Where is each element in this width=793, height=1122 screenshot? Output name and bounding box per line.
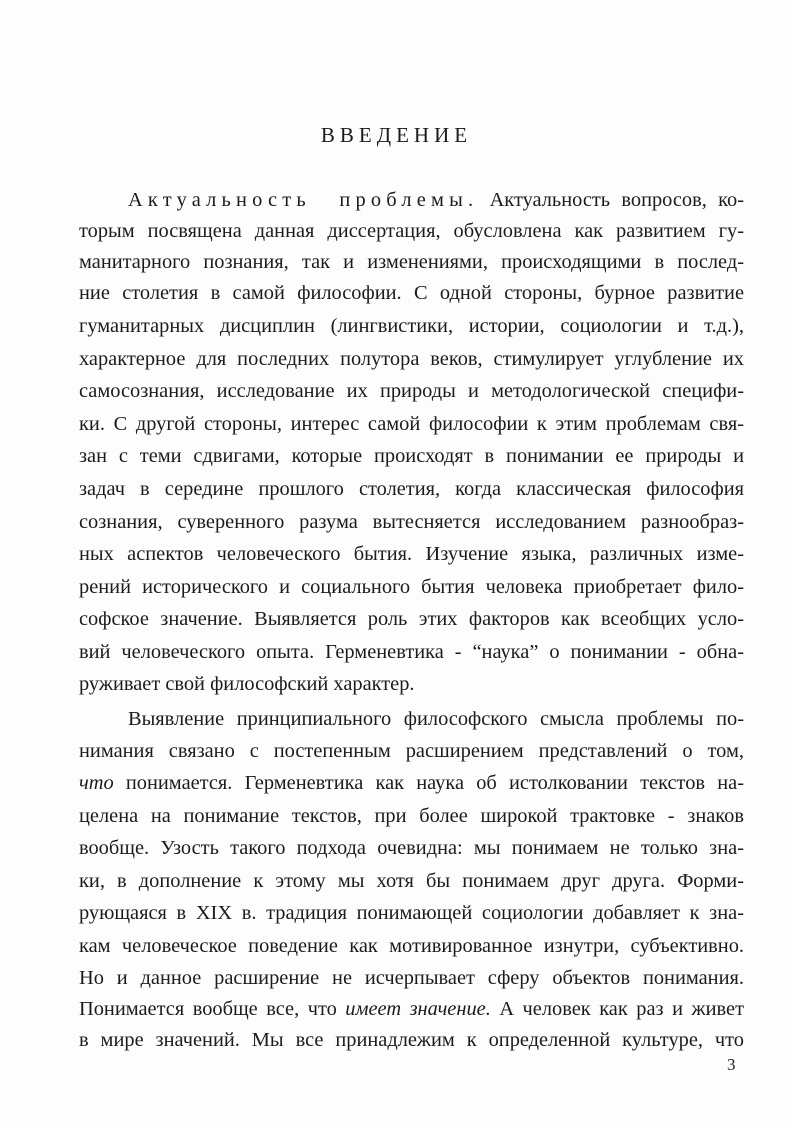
paragraph-1-line-8: ки. С другой стороны, интерес самой философии к этим проблемам свя- bbox=[79, 413, 744, 435]
paragraph-2-line-9: Но и данное расширение не исчерпывает сферу объектов понимания. bbox=[79, 967, 744, 989]
paragraph-1-line-9: зан с теми сдвигами, которые происходят в понимании ее природы и bbox=[79, 445, 744, 467]
paragraph-2-line-3-text: понимается. Герменевтика как наука об истолковании текстов на- bbox=[113, 772, 744, 794]
paragraph-1-line-2: торым посвящена данная диссертация, обусловлена как развитием гу- bbox=[79, 220, 744, 242]
paragraph-2-line-2: нимания связано с постепенным расширением представлений о том, bbox=[79, 740, 744, 762]
paragraph-1-line-11: сознания, суверенного разума вытесняется исследованием разнообраз- bbox=[79, 511, 744, 533]
page-number: 3 bbox=[727, 1055, 736, 1074]
emphasis-text: имеет значение. bbox=[345, 998, 491, 1020]
paragraph-2-line-4: целена на понимание текстов, при более широкой трактовке - знаков bbox=[79, 805, 744, 827]
paragraph-1-line-13: рений исторического и социального бытия человека приобретает фило- bbox=[79, 576, 744, 598]
paragraph-1-line-10: задач в середине прошлого столетия, когда классическая философия bbox=[79, 478, 744, 500]
paragraph-2-line-1: Выявление принципиального философского смысла проблемы по- bbox=[128, 708, 744, 730]
paragraph-1-line-15: вий человеческого опыта. Герменевтика - “наука” о понимании - обна- bbox=[79, 641, 744, 663]
paragraph-2-line-8: кам человеческое поведение как мотивированное изнутри, субъективно. bbox=[79, 935, 744, 957]
paragraph-1-line-1-text: Актуальность вопросов, ко- bbox=[478, 189, 744, 211]
paragraph-1-line-4: ние столетия в самой философии. С одной стороны, бурное развитие bbox=[79, 282, 744, 304]
paragraph-1-line-5: гуманитарных дисциплин (лингвистики, истории, социологии и т.д.), bbox=[79, 315, 744, 337]
paragraph-2-line-6: ки, в дополнение к этому мы хотя бы понимаем друг друга. Форми- bbox=[79, 870, 744, 892]
paragraph-2-line-7: рующаяся в XIX в. традиция понимающей социологии добавляет к зна- bbox=[79, 902, 744, 924]
paragraph-1-line-1 bbox=[128, 185, 744, 215]
paragraph-1-line-6: характерное для последних полутора веков, стимулирует углубление их bbox=[79, 348, 744, 370]
paragraph-1-line-7: самосознания, исследование их природы и методологической специфи- bbox=[79, 380, 744, 402]
paragraph-2-line-3 bbox=[79, 768, 744, 798]
paragraph-1-line-14: софское значение. Выявляется роль этих факторов как всеобщих усло- bbox=[79, 608, 744, 630]
paragraph-1-line-16: руживает свой философский характер. bbox=[79, 673, 415, 695]
paragraph-2-line-10-start: Понимается вообще все, что bbox=[79, 998, 346, 1020]
paragraph-1-line-3: манитарного познания, так и изменениями, происходящими в послед- bbox=[79, 251, 744, 273]
emphasis-text: что bbox=[79, 772, 114, 794]
page-title: ВВЕДЕНИЕ bbox=[320, 123, 473, 147]
paragraph-2-line-11: в мире значений. Мы все принадлежим к определенной культуре, что bbox=[79, 1029, 744, 1051]
paragraph-1-line-12: ных аспектов человеческого бытия. Изучение языка, различных изме- bbox=[79, 543, 744, 565]
paragraph-2-line-10-end: А человек как раз и живет bbox=[490, 998, 744, 1020]
section-heading: Актуальность проблемы. bbox=[128, 189, 479, 211]
paragraph-2-line-10 bbox=[79, 994, 744, 1024]
paragraph-2-line-5: вообще. Узость такого подхода очевидна: мы понимаем не только зна- bbox=[79, 837, 744, 859]
